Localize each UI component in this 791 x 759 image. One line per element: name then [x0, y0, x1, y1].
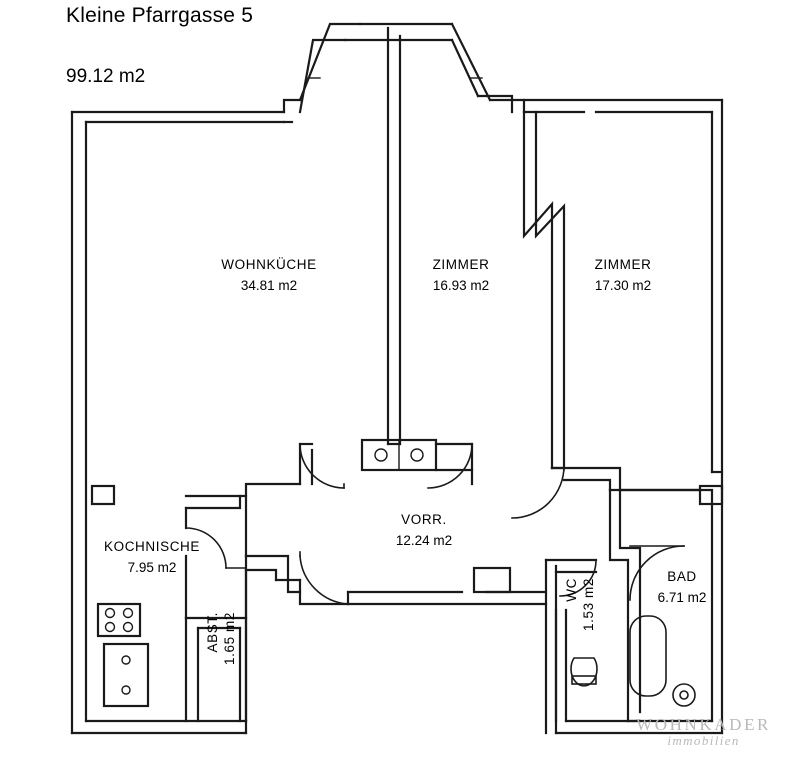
room-label-bad [658, 567, 707, 609]
room-area: 7.95 m2 [127, 559, 177, 575]
room-name: WC [564, 578, 579, 602]
room-area: 34.81 m2 [240, 277, 298, 293]
total-area-label: 99.12 m2 [66, 66, 146, 87]
room-label-vorraum [396, 510, 452, 552]
room-name: VORR. [401, 512, 447, 527]
room-name: ABST. [205, 612, 220, 653]
room-label-kochnische [104, 537, 200, 579]
room-label-wc [564, 578, 596, 631]
room-area: 6.71 m2 [657, 589, 707, 605]
room-label-zimmer-rechts [595, 255, 652, 297]
room-name: ZIMMER [594, 257, 652, 272]
room-label-abstellraum [205, 612, 237, 665]
room-area: 17.30 m2 [594, 277, 652, 293]
watermark-main: WOHNKADER [636, 715, 771, 734]
watermark-sub: immobilien [667, 733, 740, 748]
room-name: WOHNKÜCHE [221, 257, 317, 272]
page-title: Kleine Pfarrgasse 5 [66, 4, 254, 27]
room-name: BAD [667, 569, 697, 584]
room-area: 1.53 m2 [581, 578, 596, 631]
room-area: 16.93 m2 [432, 277, 490, 293]
room-name: ZIMMER [432, 257, 490, 272]
room-name: KOCHNISCHE [103, 539, 201, 554]
watermark [636, 715, 771, 749]
room-label-wohnkueche [221, 255, 316, 297]
room-label-zimmer-mitte [433, 255, 490, 297]
room-area: 12.24 m2 [395, 532, 453, 548]
room-area: 1.65 m2 [222, 612, 237, 665]
